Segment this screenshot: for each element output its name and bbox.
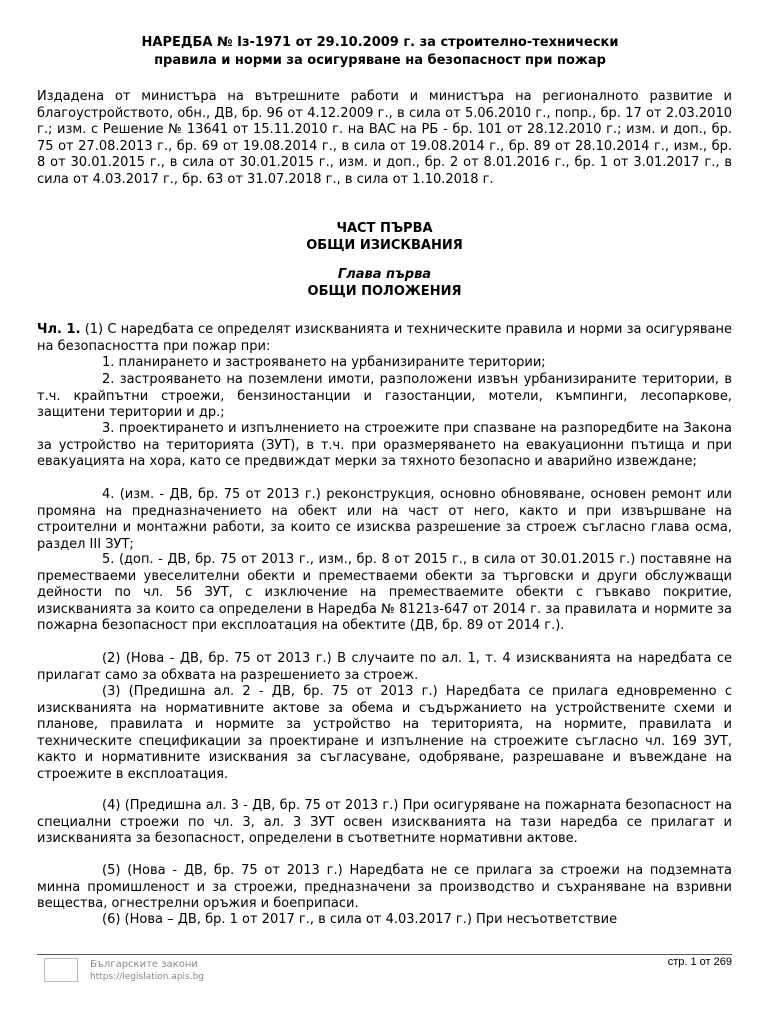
paragraph-4: (4) (Предишна ал. 3 - ДВ, бр. 75 от 2013 г.) При осигуряване на пожарната безопасност на специални строежи по чл. 3, ал. 3 ЗУТ освен изискванията на тази наредба се прилагат и изискванията за безопасност, определени в съответните нормативни актове. <box>37 798 732 846</box>
article-label: Чл. 1. <box>37 322 81 337</box>
article-1-paragraph-1 <box>37 322 732 355</box>
part-heading <box>37 220 732 254</box>
page-number: стр. 1 от 269 <box>667 956 732 968</box>
item-4: 4. (изм. - ДВ, бр. 75 от 2013 г.) реконструкция, основно обновяване, основен ремонт или промяна на предназначението на обект или на част от него, както и при извършване на строителни и монтажни работи, за които се изисква разрешение за строеж съгласно глава осма, раздел III ЗУТ; <box>37 487 732 552</box>
article-1-text: (1) С наредбата се определят изискванията и техническите правила и норми за осигуряване на безопасността при пожар при: <box>37 322 732 354</box>
paragraph-2: (2) (Нова - ДВ, бр. 75 от 2013 г.) В случаите по ал. 1, т. 4 изискванията на наредбата се прилагат само за обхвата на разрешението за строеж. <box>37 651 732 683</box>
apis-logo-icon <box>44 958 78 982</box>
paragraph-5: (5) (Нова - ДВ, бр. 75 от 2013 г.) Наредбата не се прилага за строежи на подземната минна промишленост и за строежи, предназначени за производство и съхраняване на взривни вещества, огнестрелни оръжия и боеприпаси. <box>37 863 732 911</box>
chapter-title: ОБЩИ ПОЛОЖЕНИЯ <box>307 284 462 299</box>
item-3: 3. проектирането и изпълнението на строежите при спазване на разпоредбите на Закона за устройство на територията (ЗУТ), в т.ч. при оразмеряването на евакуационни пътища и при евакуацията на хора, като се предвиждат мерки за тяхното безопасно и аварийно извеждане; <box>37 421 732 469</box>
footer-divider <box>37 954 732 955</box>
part-title: ОБЩИ ИЗИСКВАНИЯ <box>306 238 463 253</box>
paragraph-6: (6) (Нова – ДВ, бр. 1 от 2017 г., в сила от 4.03.2017 г.) При несъответствие <box>102 912 618 927</box>
document-title-line-2: правила и норми за осигуряване на безопасност при пожар <box>154 53 606 68</box>
footer-source-url[interactable]: https://legislation.apis.bg <box>90 972 205 982</box>
chapter-heading <box>37 266 732 300</box>
document-title <box>100 34 660 70</box>
part-label: ЧАСТ ПЪРВА <box>336 221 433 236</box>
issued-paragraph: Издадена от министъра на вътрешните работи и министъра на регионалното развитие и благоустройството, обн., ДВ, бр. 96 от 4.12.2009 г., в сила от 5.06.2010 г., попр., бр. 17 от 2.03.2010 г.; изм. с Решение № 13641 от 15.11.2010 г. на ВАС на РБ - бр. 101 от 28.12.2010 г.; изм. и доп., бр. 75 от 27.08.2013 г., бр. 69 от 19.08.2014 г., в сила от 19.08.2014 г., бр. 89 от 28.10.2014 г., изм., бр. 8 от 30.01.2015 г., в сила от 30.01.2015 г., изм. и доп., бр. 2 от 8.01.2016 г., бр. 1 от 3.01.2017 г., в сила от 4.03.2017 г., бр. 63 от 31.07.2018 г., в сила от 1.10.2018 г. <box>37 89 732 187</box>
paragraph-3: (3) (Предишна ал. 2 - ДВ, бр. 75 от 2013 г.) Наредбата се прилага едновременно с изискванията на нормативните актове за обема и съдържанието на устройствените схеми и планове, правилата и нормите за устройство на територията, на нормите, правилата и техническите спецификации за проектиране и изпълнение на строежите съгласно чл. 169 ЗУТ, както и нормативните изисквания за съгласуване, одобряване, разрешаване и въвеждане на строежите в експлоатация. <box>37 684 732 782</box>
footer-source-name: Българските закони <box>90 959 198 970</box>
item-5: 5. (доп. - ДВ, бр. 75 от 2013 г., изм., бр. 8 от 2015 г., в сила от 30.01.2015 г.) поставяне на преместваеми увеселителни обекти и преместваеми обекти за търговски и други обслужващи дейности по чл. 56 ЗУТ, с изключение на преместваемите обекти с гъвкаво покритие, изискванията за които са определени в Наредба № 8121з-647 от 2014 г. за правилата и нормите за пожарна безопасност при експлоатация на обектите (ДВ, бр. 89 от 2014 г.). <box>37 552 732 633</box>
chapter-label: Глава първа <box>337 267 432 282</box>
item-2: 2. застрояването на поземлени имоти, разположени извън урбанизираните територии, в т.ч. крайпътни строежи, бензиностанции и газостанции, мотели, къмпинги, лесопаркове, защитени територии и др.; <box>37 372 732 420</box>
document-title-line-1: НАРЕДБА № Iз-1971 от 29.10.2009 г. за строително-технически <box>141 35 619 50</box>
item-1: 1. планирането и застрояването на урбанизираните територии; <box>102 355 546 370</box>
